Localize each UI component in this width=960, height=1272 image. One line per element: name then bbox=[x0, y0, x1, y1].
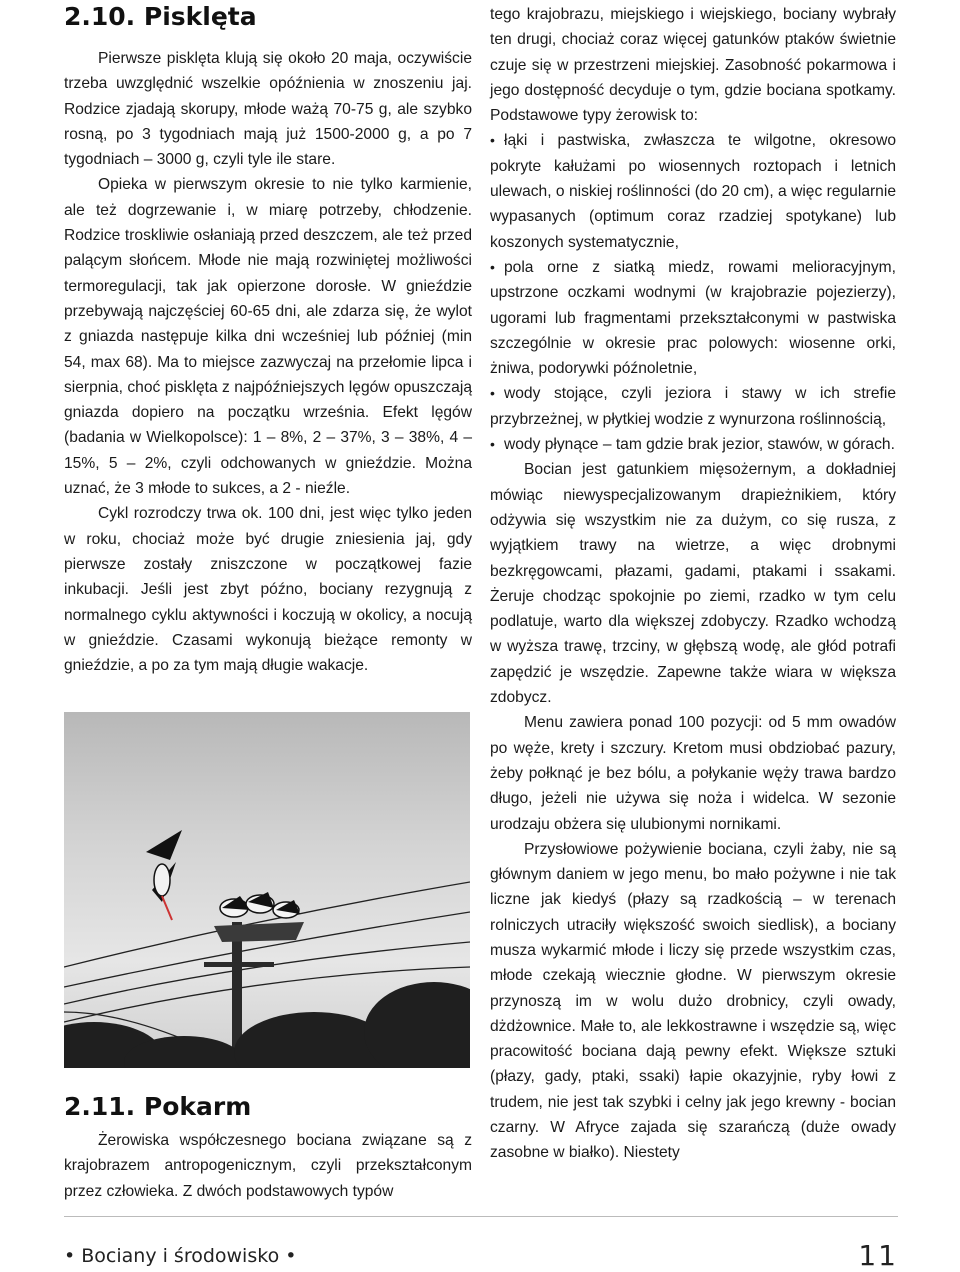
paragraph-diet: Bocian jest gatunkiem mięsożernym, a dokładniej mówiąc niewyspecjalizowanym drapieżnikiem, który odżywia się wszystkim nie za dużym, co się rusza, z wyjątkiem trawy na wietrze, a więc drobnymi bezkręgowcami, płazami, gadami, ptakami i ssakami. Żeruje chodząc spokojnie po ziemi, rzadko w tym celu podlatuje, warto dla większej zdobyczy. Rzadko wchodzą w wyższa trawę, trzciny, w głębszą wodę, ale głód potrafi zapędzić je wszędzie. Zapewne także wiara w większa zdobycz. bbox=[490, 461, 896, 707]
paragraph-3: Cykl rozrodczy trwa ok. 100 dni, jest więc tylko jeden w roku, chociaż może być drugie zniesienia jaj, gdy pierwsze zostały zniszczone w początkowej fazie inkubacji. Jeśli jest zbyt późno, bociany rezygnują z normalnego cyklu aktywności i koczują w okolicy, a nocują w gnieździe. Czasami wykonują bieżące remonty w gnieździe, a po za tym mają długie wakacje. bbox=[64, 505, 472, 675]
paragraph-2: Opieka w pierwszym okresie to nie tylko karmienie, ale też dogrzewanie i, w miarę potrzeby, chłodzenie. Rodzice troskliwie osłaniają przed deszczem, ale też przed palącym słońcem. Młode nie mają rozwiniętej możliwości termoregulacji, tak jak opierzone dorosłe. W gnieździe przebywają najczęściej 60-65 dni, ale zdarza się, że wylot z gniazda następuje kilka dni wcześniej lub później (min 54, max 68). Ma to miejsce zazwyczaj na przełomie lipca i sierpnia, choć pisklęta z najpóźniejszych lęgów opuszczają gniazda dopiero na początku września. Efekt lęgów (badania w Wielkopolsce): 1 – 8%, 2 – 37%, 3 – 38%, 4 – 15%, 5 – 2%, czyli odchowanych w gnieździe. Można uznać, że 3 młode to sukces, a 2 - nieźle. bbox=[64, 176, 472, 498]
paragraph-frogs: Przysłowiowe pożywienie bociana, czyli żaby, nie są głównym daniem w jego menu, bo mało pożywne i nie tak liczne jak kiedyś (płazy są rzadkością – w terenach rolniczych utraciły większość swoich siedlisk), a bociany musza wykarmić młode i liczy się przede wszystkim czas, młode czekają wiecznie głodne. W pierwszym okresie przynoszą im w wolu dużo drobnicy, czyli owady, dżdżownice. Małe to, ale lekkostrawne i wszędzie są, więc pracowitość bociana dają pewny efekt. Większe sztuki (płazy, gady, ptaki, ssaki) łapie okazyjnie, ryby łowi z trudem, nie jest tak szybki i celny jak jego krewny - bocian czarny. W Afryce zajada się szarańczą (duże owady zasobne w białko). Niestety bbox=[490, 840, 896, 1162]
stork-nest-illustration bbox=[64, 712, 470, 1068]
bullet-icon: • bbox=[490, 436, 495, 453]
paragraph-1: Pierwsze pisklęta klują się około 20 maja, oczywiście trzeba uwzględnić wszelkie opóźnienia w znoszeniu jaj. Rodzice zjadają skorupy, młode ważą 70-75 g, ale szybko rosną, po 3 tygodniach mają już 1500-2000 g, a po 7 tygodniach – 3000 g, czyli tyle ile stare. bbox=[64, 50, 472, 169]
running-title: • Bociany i środowisko • bbox=[64, 1245, 297, 1267]
bullet-icon: • bbox=[490, 132, 495, 149]
page-footer bbox=[64, 1216, 898, 1272]
paragraph-menu: Menu zawiera ponad 100 pozycji: od 5 mm owadów po węże, krety i szczury. Kretom musi obdziobać pazury, żeby połknąć je bez bólu, a połykanie węży trawa bardzo długo, jeżeli nie używa się noża i widelca. W sezonie urodzaju obżera się ulubionymi nornikami. bbox=[490, 714, 896, 833]
section-heading-pisklęta: 2.10. Pisklęta bbox=[64, 2, 257, 31]
paragraph-pokarm-intro: Żerowiska współczesnego bociana związane są z krajobrazem antropogenicznym, czyli przekształconym przez człowieka. Z dwóch podstawowych typów bbox=[64, 1132, 472, 1200]
list-item: • łąki i pastwiska, zwłaszcza te wilgotne, okresowo pokryte kałużami po wiosennych roztopach i letnich ulewach, o niskiej roślinności (do 20 cm), a więc regularnie wypasanych (optimum coraz rzadziej spotykane) lub koszonych systematycznie, bbox=[490, 128, 896, 254]
paragraph-continuation: tego krajobrazu, miejskiego i wiejskiego, bociany wybrały ten drugi, chociaż coraz więcej gatunków ptaków świetnie czuje się w przestrzeni miejskiej. Zasobność pokarmowa i jego dostępność decyduje o tym, gdzie bociana spotkamy. Podstawowe typy żerowisk to: bbox=[490, 6, 896, 125]
list-item: • wody stojące, czyli jeziora i stawy w ich strefie przybrzeżnej, w płytkiej wodzie z wynurzona roślinnością, bbox=[490, 381, 896, 432]
left-column bbox=[64, 0, 472, 1200]
bullet-icon: • bbox=[490, 385, 495, 402]
right-column bbox=[490, 2, 896, 1166]
feeding-grounds-list bbox=[490, 128, 896, 457]
stork-nest-photo bbox=[64, 712, 470, 1068]
bullet-icon: • bbox=[490, 258, 495, 275]
list-item: • pola orne z siatką miedz, rowami melioracyjnym, upstrzone oczkami wodnymi (w krajobrazie pojezierzy), ugorami lub fragmentami przekształconymi w pastwiska szczególnie w okresie prac polowych: wiosenne orki, żniwa, podorywki późnoletnie, bbox=[490, 255, 896, 381]
section-heading-pokarm: 2.11. Pokarm bbox=[64, 1092, 252, 1121]
list-item: • wody płynące – tam gdzie brak jezior, stawów, w górach. bbox=[490, 432, 896, 457]
pokarm-intro-block bbox=[64, 1128, 472, 1204]
page-number: 11 bbox=[858, 1239, 898, 1272]
